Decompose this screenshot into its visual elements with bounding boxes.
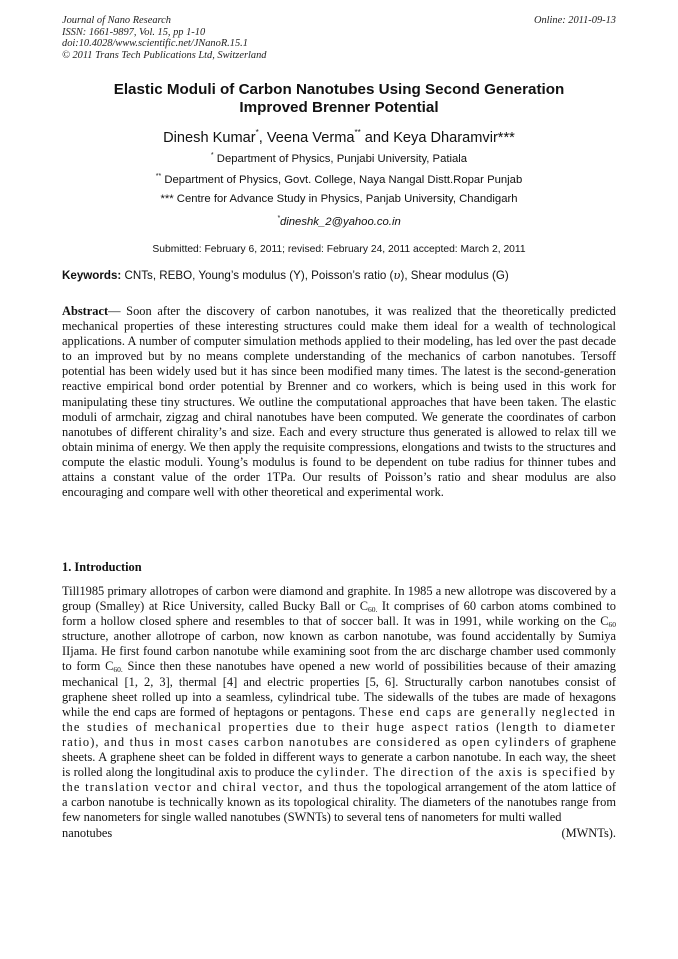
paper-title <box>62 81 616 117</box>
intro-text-7: cylinder. The direction of the axis is specified by the translation vector and chiral vector, and thus the <box>62 765 616 795</box>
journal-header <box>62 15 616 61</box>
intro-text-3: structure, another allotrope of carbon, now known as carbon nanotube, was found accidentally by Sumiya IIjama. He first found carbon nanotube while examining soot from the arc discharge chamber used commonly to form C <box>62 629 616 674</box>
intro-text-2: It comprises of 60 carbon atoms combined to form a hollow closed sphere and resembles to that of soccer ball. It was in 1991, while working on the C <box>62 599 617 629</box>
affiliation-1-mark: * <box>210 152 214 159</box>
affiliation-2-text: Department of Physics, Govt. College, Naya Nangal Distt.Ropar Punjab <box>161 174 523 186</box>
intro-last-right: (MWNTs). <box>561 825 616 840</box>
abstract <box>62 304 616 500</box>
author-2: Veena Verma <box>266 130 355 146</box>
author-1-mark: * <box>255 128 259 137</box>
affiliation-2 <box>62 170 616 187</box>
intro-text-4: Since then these nanotubes have opened a new world of possibilities because of their amazing mechanical [1, 2, 3], thermal [4] and electric properties [5, 6]. Structurally carbon nanotubes consist of graphene sheet rolled up into a seamless, cylindrical tube. The sidewalls of the tubes are made of hexagons while the end caps are formed of heptagons or pentagons. <box>62 659 617 719</box>
author-list <box>62 124 616 147</box>
journal-issn: ISSN: 1661-9897, Vol. 15, pp 1-10 <box>62 26 206 38</box>
author-3: Keya Dharamvir*** <box>393 130 515 146</box>
submission-dates: Submitted: February 6, 2011; revised: February 24, 2011 accepted: March 2, 2011 <box>152 244 526 255</box>
title-line-2: Improved Brenner Potential <box>239 99 439 116</box>
author-separator-2: and <box>360 130 394 146</box>
abstract-label: Abstract <box>62 304 109 318</box>
abstract-text: — Soon after the discovery of carbon nanotubes, it was realized that the theoretically predicted mechanical properties of these interesting structures could make them ideal for a wealth of technological applications. A number of computer simulation methods applied to their modeling, has led over the past decade to an improved but by no means complete understanding of the mechanics of carbon nanotubes. Tersoff potential has been widely used but it has since been modified many times. The latest is the second-generation reactive empirical bond order potential by Brenner and co workers, which is being used in this work for manipulating these tiny structures. We outline the computational approaches that have been taken. The elastic moduli of armchair, zigzag and chiral nanotubes have been computed. We generate the coordinates of carbon nanotubes of different chirality’s and size. Each and every structure thus generated is allowed to relax till we obtain minima of energy. We then apply the requisite compressions, elongations and twists to the structures and compute the elastic moduli. Young’s modulus is found to be dependent on tube radius for thinner tubes and attains a constant value of the order 1TPa. Our results of Poisson’s ratio and shear modulus are also encouraging and compare well with other theoretical and experimental work. <box>62 304 616 500</box>
c60-subscript-3: 60. <box>113 665 123 675</box>
keywords-text-end: ), Shear modulus (G) <box>400 269 509 282</box>
author-1: Dinesh Kumar <box>163 130 256 146</box>
section-heading-introduction: 1. Introduction <box>62 560 142 574</box>
intro-text-8: topological arrangement of the atom lattice of a carbon nanotube is technically known as its topological chirality. The diameters of the nanotubes range from few nanometers for single walled nanotubes (SWNTs) to several tens of nanometers for multi walled <box>62 780 617 825</box>
c60-subscript-2: 60 <box>608 620 616 630</box>
keywords-label: Keywords: <box>62 269 122 282</box>
intro-last-line <box>62 826 616 841</box>
affiliation-1 <box>62 149 616 166</box>
email-mark: * <box>277 215 280 222</box>
keywords-text: CNTs, REBO, Young’s modulus (Y), Poisson’s ratio ( <box>121 269 394 282</box>
author-separator-1: , <box>258 130 267 146</box>
intro-text-1: Till1985 primary allotropes of carbon were diamond and graphite. In 1985 a new allotrope was discovered by a group (Smalley) at Rice University, called Bucky Ball or C <box>62 584 616 614</box>
title-line-1: Elastic Moduli of Carbon Nanotubes Using Second Generation <box>113 81 565 98</box>
author-2-mark: ** <box>354 128 361 137</box>
intro-text-5: These end caps are generally neglected in the studies of mechanical properties due to their huge aspect ratios (length to diameter ratio), and thus in most cases carbon nanotubes are considered as open cylinders of <box>62 704 616 749</box>
corresponding-email <box>62 212 616 229</box>
introduction-body <box>62 584 616 841</box>
poisson-symbol: υ <box>393 268 401 282</box>
email-address[interactable]: dineshk_2@yahoo.co.in <box>279 216 401 228</box>
affiliation-1-text: Department of Physics, Punjabi University, Patiala <box>213 153 468 165</box>
online-date: Online: 2011-09-13 <box>533 15 616 26</box>
c60-subscript-1: 60. <box>368 605 378 615</box>
journal-name: Journal of Nano Research <box>62 15 171 26</box>
affiliation-3: *** Centre for Advance Study in Physics, Panjab University, Chandigarh <box>160 193 518 205</box>
intro-text-6: graphene sheets. A graphene sheet can be folded in different ways to generate a carbon nanotube. In each way, the sheet is rolled along the longitudinal axis to produce the <box>62 734 616 780</box>
affiliation-2-mark: ** <box>155 173 162 180</box>
journal-copyright: © 2011 Trans Tech Publications Ltd, Switzerland <box>62 49 267 61</box>
journal-doi: doi:10.4028/www.scientific.net/JNanoR.15.1 <box>62 38 248 50</box>
keywords <box>62 268 616 283</box>
intro-last-left: nanotubes <box>62 825 113 840</box>
